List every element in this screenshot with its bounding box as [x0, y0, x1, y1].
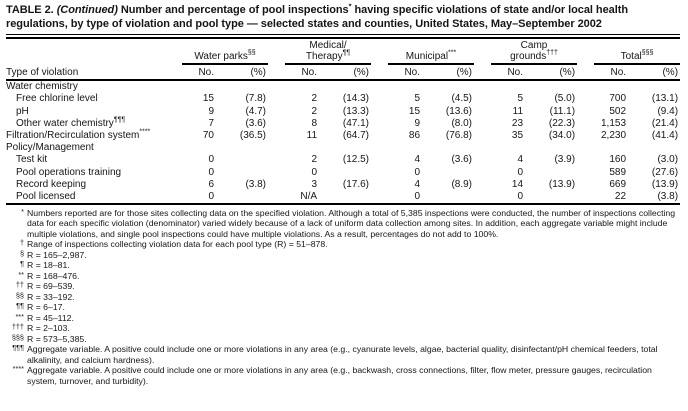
cell-no: 15: [202, 93, 214, 105]
cell-pct: (4.5): [451, 93, 473, 105]
column-group-campgrounds: [491, 41, 577, 64]
cell-no: 669: [609, 178, 627, 190]
column-gap: [474, 41, 491, 80]
cell-no: 11: [512, 105, 524, 117]
cell-no: 0: [491, 191, 531, 204]
footnote: [6, 239, 680, 250]
row-label: Record keeping: [16, 178, 87, 190]
column-header-type-of-violation: Type of violation: [6, 41, 182, 80]
cell-pct: (3.6): [451, 154, 473, 166]
footnote: [6, 208, 680, 240]
column-group-label: Camp: [520, 40, 548, 51]
cell-pct: (7.8): [245, 93, 267, 105]
column-subheader-no: No.: [594, 64, 634, 80]
column-subheader-no: No.: [182, 64, 222, 80]
cell-pct: [428, 191, 474, 204]
footnote-marker: ¶¶¶: [12, 343, 24, 353]
footnote-text: R = 6–17.: [27, 302, 65, 313]
table-title-body: Number and percentage of pool inspections: [117, 4, 349, 16]
footnote-marker: ****: [12, 364, 24, 374]
column-gap-cell: [371, 118, 388, 130]
cell-pct: (13.9): [651, 178, 679, 190]
section-header: Water chemistry: [6, 81, 78, 93]
column-subheader-no: No.: [388, 64, 428, 80]
cell-no: 7: [208, 117, 214, 129]
cell-no: 0: [208, 166, 214, 178]
column-gap-cell: [371, 166, 388, 178]
cell-pct: (13.1): [651, 93, 679, 105]
column-gap-cell: [474, 154, 491, 166]
footnote: [6, 313, 680, 324]
row-footnote-marker: ****: [139, 128, 151, 136]
table-title-footnote-marker: *: [348, 1, 352, 11]
column-group-label: Water parks§§: [194, 49, 256, 62]
column-gap-cell: [268, 130, 285, 142]
footnote-text: R = 33–192.: [27, 291, 75, 302]
cell-pct: [428, 166, 474, 178]
footnote-marker: §§§: [11, 332, 24, 342]
column-gap-cell: [268, 118, 285, 130]
cell-pct: (14.3): [342, 93, 370, 105]
footnote: [6, 260, 680, 271]
cell-no: 9: [208, 105, 214, 117]
cell-no: 160: [609, 154, 627, 166]
cell-no: 4: [517, 154, 524, 166]
row-label: pH: [16, 105, 29, 117]
table-row: [6, 166, 680, 178]
row-label: Pool operations training: [16, 166, 122, 178]
cell-pct: (3.8): [634, 191, 680, 204]
cell-pct: (27.6): [651, 166, 679, 178]
column-group-footnote-marker: ¶¶: [342, 49, 351, 57]
cell-no: 70: [202, 129, 214, 141]
column-group-row: [6, 41, 680, 64]
row-label: Other water chemistry¶¶¶: [16, 116, 126, 129]
cell-no: 589: [609, 166, 627, 178]
footnote-text: R = 573–5,385.: [27, 333, 87, 344]
row-label: Test kit: [16, 154, 48, 166]
footnote-marker: *: [21, 206, 24, 216]
column-subheader-pct: (%): [222, 64, 268, 80]
cell-no: 8: [311, 117, 318, 129]
cell-no: 6: [208, 178, 214, 190]
footnote-text: R = 168–476.: [27, 270, 80, 281]
cell-pct: (3.8): [245, 178, 267, 190]
cell-pct: [222, 166, 268, 178]
column-gap-cell: [371, 93, 388, 105]
footnote-text: Aggregate variable. A positive could include one or more violations in any area (e.g., backwash, cross connections, filter, flow meter, pressure gauges, recirculation system, turnover, and turbidity).: [27, 365, 652, 386]
cell-pct: (22.3): [548, 117, 576, 129]
row-label: Filtration/Recirculation system****: [6, 128, 151, 141]
cell-pct: [222, 191, 268, 204]
footnote-marker: §§: [15, 290, 24, 300]
column-gap-cell: [371, 130, 388, 142]
cell-pct: [222, 154, 268, 166]
cell-no: 0: [388, 191, 428, 204]
column-subheader-pct: (%): [634, 64, 680, 80]
cell-no: 1,153: [601, 117, 627, 129]
footnote-marker: §: [19, 248, 24, 258]
footnote-text: R = 2–103.: [27, 323, 70, 334]
column-gap-cell: [474, 166, 491, 178]
cell-no: 14: [511, 178, 524, 190]
cell-no: 23: [511, 117, 524, 129]
cell-pct: (64.7): [342, 129, 370, 141]
column-gap: [268, 41, 285, 80]
table-header: [6, 41, 680, 80]
cell-no: 2: [311, 154, 318, 166]
footnote: [6, 271, 680, 282]
footnote: [6, 344, 680, 365]
cell-no: 700: [609, 93, 627, 105]
footnote-text: R = 45–112.: [27, 312, 74, 323]
footnote-text: R = 18–81.: [27, 260, 70, 271]
column-subheader-pct: (%): [428, 64, 474, 80]
cell-no: 11: [306, 129, 318, 141]
footnote-marker: ††: [15, 280, 24, 290]
column-gap-cell: [268, 166, 285, 178]
column-gap-cell: [371, 154, 388, 166]
cell-pct: (76.8): [445, 129, 473, 141]
table-row: [6, 93, 680, 105]
column-gap-cell: [474, 191, 491, 204]
column-group-label: grounds†††: [510, 49, 558, 62]
cell-pct: (3.6): [245, 117, 267, 129]
footnote-text: Range of inspections collecting violation data for each pool type (R) = 51–878.: [27, 239, 328, 250]
column-group-label: Therapy¶¶: [305, 49, 351, 62]
table-row: [6, 105, 680, 117]
footnote-marker: †††: [11, 322, 24, 332]
footnote: [6, 250, 680, 261]
cell-no: 0: [311, 166, 318, 178]
row-label: Free chlorine level: [16, 93, 98, 105]
cell-pct: [325, 191, 371, 204]
footnote: [6, 323, 680, 334]
column-gap-cell: [268, 93, 285, 105]
footnote-marker: ***: [15, 311, 24, 321]
column-subheader-pct: (%): [325, 64, 371, 80]
footnote: [6, 281, 680, 292]
footnote-text: R = 69–539.: [27, 281, 75, 292]
column-gap-cell: [371, 191, 388, 204]
column-group-label: Total§§§: [620, 49, 654, 62]
cell-pct: (41.4): [651, 129, 679, 141]
column-group-footnote-marker: ***: [448, 49, 457, 57]
section-header: Policy/Management: [6, 142, 94, 154]
table-row: [6, 130, 680, 142]
table-title: [6, 1, 680, 31]
footnote-text: Numbers reported are for those sites collecting data on the specified violation. Although a total of 5,385 inspections were conducted, the number of inspections collecting data for each specific violation (denominator) varied widely because of a lack of uniform data collection among sites. In addition, each aggregate variable might include multiple violations, and single pool inspections could have multiple violations. As a result, percentages do not add to 100%.: [27, 207, 676, 239]
column-group-footnote-marker: §§: [247, 49, 256, 57]
cell-no: 2: [311, 93, 318, 105]
cell-no: 35: [511, 129, 524, 141]
cell-no: 4: [414, 178, 421, 190]
cell-no: 4: [414, 154, 421, 166]
table-title-rest: having specific violations of state and/or local health regulations, by type of violation and pool type — selected states and counties, United States, May–September 2002: [6, 4, 629, 30]
column-gap-cell: [371, 105, 388, 117]
cell-pct: (8.9): [451, 178, 473, 190]
table-row: [6, 154, 680, 166]
footnote-marker: ¶¶: [16, 301, 24, 311]
cell-pct: [531, 191, 577, 204]
column-subheader-pct: (%): [531, 64, 577, 80]
table-title-prefix: TABLE 2.: [6, 4, 57, 16]
column-gap-cell: [577, 179, 594, 191]
cell-pct: (13.6): [445, 105, 473, 117]
cell-no: 0: [414, 166, 421, 178]
footnote-marker: †: [19, 238, 24, 248]
cell-no: 22: [594, 191, 634, 204]
column-group-water-parks: [182, 41, 268, 64]
column-gap-cell: [577, 191, 594, 204]
row-label: Pool licensed: [6, 191, 182, 204]
cell-pct: (21.4): [651, 117, 679, 129]
pool-violations-table: [6, 41, 680, 205]
cell-no: 2,230: [601, 129, 627, 141]
column-gap-cell: [371, 179, 388, 191]
column-group-medical-therapy: [285, 41, 371, 64]
column-gap-cell: [474, 105, 491, 117]
cell-pct: (13.9): [548, 178, 576, 190]
cell-pct: [531, 166, 577, 178]
cell-no: N/A: [285, 191, 325, 204]
cell-pct: (3.0): [657, 154, 679, 166]
cell-pct: (11.1): [549, 105, 576, 117]
footnote-text: Aggregate variable. A positive could include one or more violations in any area (e.g., cyanurate levels, algae, bacterial quality, disinfectant/pH chemical feeders, total alkalinity, and calcium hardness).: [27, 344, 658, 365]
footnote: [6, 292, 680, 303]
table-row: [6, 142, 680, 154]
column-group-footnote-marker: §§§: [641, 49, 654, 57]
cell-no: 5: [517, 93, 524, 105]
table-title-continued: (Continued): [56, 4, 118, 16]
cell-no: 15: [408, 105, 421, 117]
table-row: [6, 80, 680, 93]
cell-no: 5: [414, 93, 421, 105]
column-gap-cell: [268, 179, 285, 191]
column-gap-cell: [577, 130, 594, 142]
table-row: [6, 118, 680, 130]
footnote-text: R = 165–2,987.: [27, 249, 87, 260]
footnote: [6, 334, 680, 345]
column-gap-cell: [268, 154, 285, 166]
column-group-footnote-marker: †††: [546, 49, 558, 57]
cell-no: 86: [408, 129, 421, 141]
footnote-marker: ¶: [20, 259, 24, 269]
cell-pct: (4.7): [245, 105, 267, 117]
table-row: [6, 191, 680, 204]
top-rule: [6, 34, 680, 39]
table-body: [6, 80, 680, 204]
footnote: [6, 302, 680, 313]
column-gap-cell: [577, 105, 594, 117]
cell-pct: (36.5): [239, 129, 267, 141]
column-gap: [371, 41, 388, 80]
cell-pct: [325, 166, 371, 178]
column-gap-cell: [474, 179, 491, 191]
column-gap-cell: [577, 118, 594, 130]
cell-no: 502: [609, 105, 627, 117]
cell-no: 9: [414, 117, 421, 129]
cell-no: 0: [182, 191, 222, 204]
cell-pct: (9.4): [657, 105, 679, 117]
column-group-municipal: [388, 41, 474, 64]
cell-pct: (5.0): [554, 93, 576, 105]
cell-pct: (13.3): [342, 105, 370, 117]
footnotes-section: [6, 208, 680, 387]
cell-pct: (3.9): [554, 154, 576, 166]
cell-pct: (34.0): [548, 129, 576, 141]
column-gap-cell: [474, 93, 491, 105]
table-row: [6, 179, 680, 191]
footnote: [6, 365, 680, 386]
column-subheader-no: No.: [491, 64, 531, 80]
column-group-label: Medical/: [309, 40, 347, 51]
cell-no: 3: [311, 178, 318, 190]
cell-pct: (8.0): [451, 117, 473, 129]
cell-pct: (47.1): [342, 117, 370, 129]
column-gap-cell: [577, 93, 594, 105]
column-subheader-no: No.: [285, 64, 325, 80]
column-gap-cell: [268, 105, 285, 117]
column-gap-cell: [577, 154, 594, 166]
cell-pct: (17.6): [342, 178, 370, 190]
cell-pct: (12.5): [342, 154, 370, 166]
cell-no: 2: [311, 105, 318, 117]
cell-no: 0: [208, 154, 214, 166]
column-gap-cell: [268, 191, 285, 204]
cell-no: 0: [517, 166, 524, 178]
row-footnote-marker: ¶¶¶: [113, 116, 126, 124]
footnote-marker: **: [18, 269, 24, 279]
column-gap: [577, 41, 594, 80]
column-group-total: [594, 41, 680, 64]
column-gap-cell: [474, 118, 491, 130]
column-group-label: Municipal***: [405, 49, 457, 62]
column-gap-cell: [577, 166, 594, 178]
column-gap-cell: [474, 130, 491, 142]
